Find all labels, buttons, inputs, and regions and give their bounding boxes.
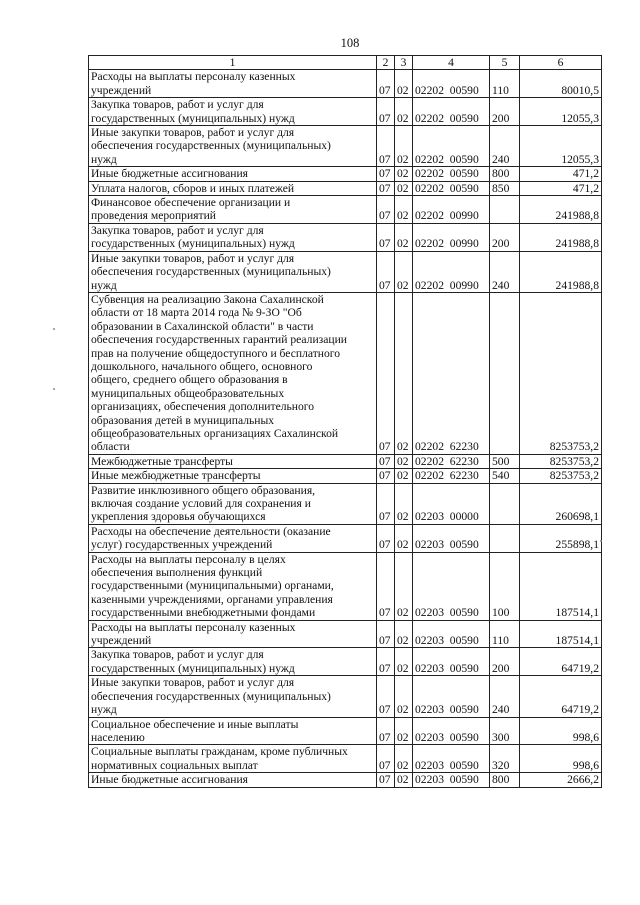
budget-table — [88, 55, 602, 788]
row-section: 07 — [377, 167, 395, 181]
column-header: 4 — [413, 56, 490, 70]
row-expense-type — [490, 196, 520, 224]
row-subsection: 02 — [395, 454, 413, 468]
row-section: 07 — [377, 524, 395, 552]
row-name: Межбюджетные трансферты — [89, 454, 377, 468]
row-expense-type: 240 — [490, 676, 520, 717]
row-subsection: 02 — [395, 717, 413, 745]
row-subsection: 02 — [395, 552, 413, 620]
row-subsection: 02 — [395, 773, 413, 787]
row-section: 07 — [377, 181, 395, 195]
row-name: Развитие инклюзивного общего образования, включая создание условий для сохранения и укрепления здоровья обучающихся — [89, 483, 377, 524]
row-amount: 187514,1 — [520, 552, 602, 620]
row-section: 07 — [377, 717, 395, 745]
row-target-code: 02202 00590 — [413, 167, 490, 181]
page-number: 108 — [340, 36, 360, 50]
row-subsection: 02 — [395, 745, 413, 773]
row-target-code: 02202 00590 — [413, 70, 490, 98]
row-amount: 241988,8 — [520, 223, 602, 251]
scan-speck — [53, 388, 55, 390]
row-section: 07 — [377, 70, 395, 98]
scan-speck — [53, 328, 55, 330]
row-target-code: 02202 62230 — [413, 454, 490, 468]
row-section: 07 — [377, 648, 395, 676]
table-header-row — [89, 56, 602, 70]
row-expense-type — [490, 292, 520, 454]
row-name: Иные закупки товаров, работ и услуг для обеспечения государственных (муниципальных) нужд — [89, 251, 377, 292]
row-expense-type: 800 — [490, 773, 520, 787]
table-row — [89, 292, 602, 454]
row-name: Расходы на выплаты персоналу казенных учреждений — [89, 70, 377, 98]
row-target-code: 02203 00590 — [413, 717, 490, 745]
row-amount: 241988,8 — [520, 251, 602, 292]
row-section: 07 — [377, 196, 395, 224]
row-name: Расходы на выплаты персоналу казенных учреждений — [89, 620, 377, 648]
row-target-code: 02202 00990 — [413, 251, 490, 292]
row-target-code: 02203 00590 — [413, 745, 490, 773]
row-subsection: 02 — [395, 620, 413, 648]
table-row — [89, 620, 602, 648]
row-target-code: 02203 00590 — [413, 552, 490, 620]
row-expense-type: 110 — [490, 70, 520, 98]
row-expense-type: 540 — [490, 469, 520, 483]
row-amount: 260698,1 — [520, 483, 602, 524]
row-target-code: 02202 62230 — [413, 469, 490, 483]
row-section: 07 — [377, 98, 395, 126]
row-expense-type: 800 — [490, 167, 520, 181]
row-name: Закупка товаров, работ и услуг для государственных (муниципальных) нужд — [89, 648, 377, 676]
row-section: 07 — [377, 745, 395, 773]
row-amount: 255898,1 — [520, 524, 602, 552]
row-section: 07 — [377, 773, 395, 787]
row-section: 07 — [377, 292, 395, 454]
row-subsection: 02 — [395, 483, 413, 524]
row-target-code: 02202 00590 — [413, 98, 490, 126]
row-target-code: 02202 00590 — [413, 181, 490, 195]
row-target-code: 02202 62230 — [413, 292, 490, 454]
table-row — [89, 648, 602, 676]
row-amount: 241988,8 — [520, 196, 602, 224]
row-name: Финансовое обеспечение организации и проведения мероприятий — [89, 196, 377, 224]
table-row — [89, 773, 602, 787]
table-row — [89, 745, 602, 773]
table-row — [89, 717, 602, 745]
table-row — [89, 196, 602, 224]
row-section: 07 — [377, 552, 395, 620]
column-header: 2 — [377, 56, 395, 70]
row-target-code: 02202 00990 — [413, 196, 490, 224]
row-amount: 12055,3 — [520, 98, 602, 126]
column-header: 1 — [89, 56, 377, 70]
row-name: Иные закупки товаров, работ и услуг для обеспечения государственных (муниципальных) нужд — [89, 126, 377, 167]
row-expense-type: 200 — [490, 223, 520, 251]
table-row — [89, 167, 602, 181]
row-amount: 64719,2 — [520, 676, 602, 717]
row-subsection: 02 — [395, 676, 413, 717]
row-amount: 187514,1 — [520, 620, 602, 648]
row-subsection: 02 — [395, 70, 413, 98]
row-expense-type: 850 — [490, 181, 520, 195]
row-expense-type: 240 — [490, 126, 520, 167]
row-expense-type: 500 — [490, 454, 520, 468]
table-row — [89, 552, 602, 620]
row-target-code: 02203 00590 — [413, 648, 490, 676]
row-name: Уплата налогов, сборов и иных платежей — [89, 181, 377, 195]
table-row — [89, 98, 602, 126]
row-amount: 471,2 — [520, 167, 602, 181]
row-name: Субвенция на реализацию Закона Сахалинской области от 18 марта 2014 года № 9-ЗО "Об образовании в Сахалинской области" в части обеспечения государственных гарантий реализации прав на получение общедоступного и бесплатного дошкольного, начального общего, основного общего, среднего общего образования в муниципальных общеобразовательных организациях, обеспечения дополнительного образования детей в муниципальных общеобразовательных организациях Сахалинской области — [89, 292, 377, 454]
row-name: Иные межбюджетные трансферты — [89, 469, 377, 483]
row-amount: 64719,2 — [520, 648, 602, 676]
row-target-code: 02202 00990 — [413, 223, 490, 251]
table-row — [89, 223, 602, 251]
row-expense-type — [490, 483, 520, 524]
row-name: Расходы на обеспечение деятельности (оказание услуг) государственных учреждений — [89, 524, 377, 552]
row-expense-type — [490, 524, 520, 552]
row-subsection: 02 — [395, 126, 413, 167]
row-name: Социальные выплаты гражданам, кроме публичных нормативных социальных выплат — [89, 745, 377, 773]
row-section: 07 — [377, 223, 395, 251]
row-section: 07 — [377, 251, 395, 292]
row-amount: 471,2 — [520, 181, 602, 195]
row-name: Закупка товаров, работ и услуг для государственных (муниципальных) нужд — [89, 223, 377, 251]
row-target-code: 02202 00590 — [413, 126, 490, 167]
table-row — [89, 483, 602, 524]
row-amount: 998,6 — [520, 717, 602, 745]
table-row — [89, 70, 602, 98]
row-name: Иные бюджетные ассигнования — [89, 773, 377, 787]
row-subsection: 02 — [395, 181, 413, 195]
row-subsection: 02 — [395, 223, 413, 251]
row-target-code: 02203 00000 — [413, 483, 490, 524]
row-section: 07 — [377, 469, 395, 483]
table-row — [89, 181, 602, 195]
row-subsection: 02 — [395, 469, 413, 483]
row-expense-type: 320 — [490, 745, 520, 773]
row-name: Расходы на выплаты персоналу в целях обеспечения выполнения функций государственными (муниципальными) органами, казенными учреждениями, органами управления государственными внебюджетными фондами — [89, 552, 377, 620]
row-target-code: 02203 00590 — [413, 620, 490, 648]
row-name: Иные закупки товаров, работ и услуг для обеспечения государственных (муниципальных) нужд — [89, 676, 377, 717]
row-expense-type: 300 — [490, 717, 520, 745]
row-expense-type: 110 — [490, 620, 520, 648]
row-amount: 8253753,2 — [520, 292, 602, 454]
column-header: 5 — [490, 56, 520, 70]
row-subsection: 02 — [395, 167, 413, 181]
scan-speck — [600, 540, 602, 542]
row-target-code: 02203 00590 — [413, 773, 490, 787]
row-subsection: 02 — [395, 648, 413, 676]
row-target-code: 02203 00590 — [413, 676, 490, 717]
table-row — [89, 676, 602, 717]
table-row — [89, 454, 602, 468]
table-row — [89, 251, 602, 292]
row-target-code: 02203 00590 — [413, 524, 490, 552]
row-amount: 998,6 — [520, 745, 602, 773]
table-row — [89, 126, 602, 167]
row-amount: 80010,5 — [520, 70, 602, 98]
row-expense-type: 100 — [490, 552, 520, 620]
row-section: 07 — [377, 676, 395, 717]
row-section: 07 — [377, 483, 395, 524]
column-header: 3 — [395, 56, 413, 70]
row-subsection: 02 — [395, 196, 413, 224]
row-name: Иные бюджетные ассигнования — [89, 167, 377, 181]
row-subsection: 02 — [395, 524, 413, 552]
row-amount: 8253753,2 — [520, 469, 602, 483]
row-expense-type: 200 — [490, 648, 520, 676]
row-section: 07 — [377, 126, 395, 167]
column-header: 6 — [520, 56, 602, 70]
row-name: Социальное обеспечение и иные выплаты населению — [89, 717, 377, 745]
row-name: Закупка товаров, работ и услуг для государственных (муниципальных) нужд — [89, 98, 377, 126]
row-expense-type: 240 — [490, 251, 520, 292]
table-row — [89, 469, 602, 483]
row-amount: 2666,2 — [520, 773, 602, 787]
table-row — [89, 524, 602, 552]
row-amount: 12055,3 — [520, 126, 602, 167]
row-section: 07 — [377, 620, 395, 648]
row-amount: 8253753,2 — [520, 454, 602, 468]
row-subsection: 02 — [395, 98, 413, 126]
row-expense-type: 200 — [490, 98, 520, 126]
row-subsection: 02 — [395, 292, 413, 454]
row-subsection: 02 — [395, 251, 413, 292]
row-section: 07 — [377, 454, 395, 468]
